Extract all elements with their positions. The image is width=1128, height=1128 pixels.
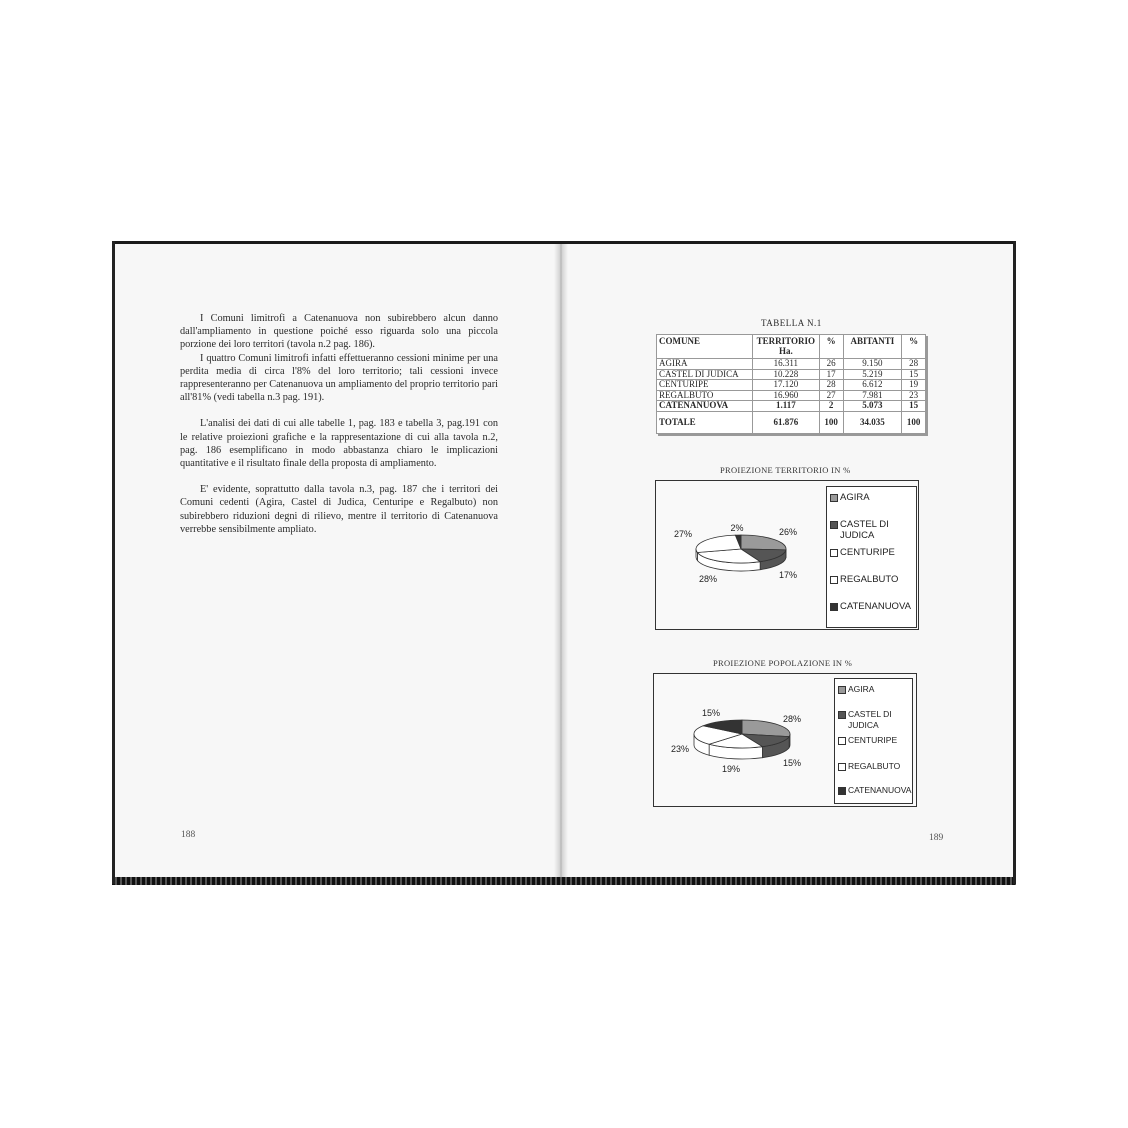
- cell-territorio: 16.960: [752, 390, 819, 401]
- cell-pct: 17: [819, 369, 843, 380]
- legend-item-centuripe: [830, 547, 895, 558]
- cell-territorio: 10.228: [752, 369, 819, 380]
- cell-pct: 15: [902, 401, 926, 412]
- cell-comune: CATENANUOVA: [657, 401, 753, 412]
- data-label: 23%: [670, 744, 690, 754]
- cell-comune: CENTURIPE: [657, 380, 753, 391]
- col-header-abitanti: ABITANTI: [843, 335, 902, 359]
- legend-label: REGALBUTO: [848, 761, 901, 771]
- table-title: TABELLA N.1: [761, 318, 822, 328]
- pie-chart-territorio: [656, 481, 826, 629]
- chart-popolazione: [653, 673, 917, 807]
- legend-item-catenanuova: [830, 601, 911, 612]
- cell-pct: 27: [819, 390, 843, 401]
- cell-pct: 23: [902, 390, 926, 401]
- legend-swatch: [838, 711, 846, 719]
- legend-label: CASTEL DI JUDICA: [848, 709, 892, 730]
- legend-swatch: [838, 787, 846, 795]
- cell-territorio: 1.117: [752, 401, 819, 412]
- legend-item-agira: [830, 492, 870, 503]
- paragraph-3: L'analisi dei dati di cui alle tabelle 1, pag. 183 e tabella 3, pag.191 con le relative proiezioni grafiche e la rappresentazione di cui alla tavola n.2, pag. 186 esemplificano in modo abbastanza chiaro le implicazioni quantitative e il risultato finale della proposta di ampliamento.: [180, 418, 498, 470]
- legend-label: AGIRA: [848, 684, 875, 694]
- legend-item-catenanuova: [838, 785, 911, 796]
- table-row: [657, 369, 926, 380]
- legend-item-centuripe: [838, 735, 897, 746]
- col-header-territorio: TERRITORIO Ha.: [752, 335, 819, 359]
- legend-label: CENTURIPE: [840, 547, 895, 558]
- table-row: [657, 359, 926, 370]
- col-header-pct-territorio: %: [819, 335, 843, 359]
- spread-left-edge: [112, 241, 115, 884]
- spread-bottom-edge: [112, 877, 1016, 885]
- legend-swatch: [830, 603, 838, 611]
- data-label: 17%: [778, 570, 798, 580]
- legend-label: CASTEL DI JUDICA: [840, 519, 889, 541]
- col-header-comune: COMUNE: [657, 335, 753, 359]
- legend-swatch: [838, 763, 846, 771]
- cell-territorio: 17.120: [752, 380, 819, 391]
- table-total-row: [657, 411, 926, 434]
- table-row: [657, 390, 926, 401]
- data-table: [656, 334, 926, 434]
- legend-item-regalbuto: [830, 574, 898, 585]
- cell-pct: 28: [819, 380, 843, 391]
- data-label: 15%: [782, 758, 802, 768]
- legend-swatch: [838, 737, 846, 745]
- left-page-number: 188: [181, 830, 196, 840]
- cell-total-pct: 100: [819, 411, 843, 434]
- legend-label: CATENANUOVA: [848, 785, 912, 795]
- legend-label: REGALBUTO: [840, 574, 899, 585]
- cell-territorio: 16.311: [752, 359, 819, 370]
- data-label: 2%: [730, 523, 744, 533]
- cell-abitanti: 5.073: [843, 401, 902, 412]
- slice-agira: [741, 535, 786, 550]
- legend-swatch: [830, 576, 838, 584]
- legend-label: CENTURIPE: [848, 735, 898, 745]
- data-label: 26%: [778, 527, 798, 537]
- legend-swatch: [838, 686, 846, 694]
- chart-title-popolazione: PROIEZIONE POPOLAZIONE IN %: [713, 658, 853, 668]
- cell-abitanti: 7.981: [843, 390, 902, 401]
- left-page-body: [180, 312, 498, 549]
- spread-top-edge: [112, 241, 1016, 244]
- cell-abitanti: 6.612: [843, 380, 902, 391]
- data-label: 19%: [721, 764, 741, 774]
- slice-regalbuto: [696, 535, 741, 552]
- legend-swatch: [830, 549, 838, 557]
- legend-item-castel: [830, 519, 910, 541]
- cell-pct: 19: [902, 380, 926, 391]
- cell-total-territorio: 61.876: [752, 411, 819, 434]
- col-header-pct-abitanti: %: [902, 335, 926, 359]
- table-body: [657, 359, 926, 434]
- cell-pct: 26: [819, 359, 843, 370]
- pie-chart-popolazione: [654, 674, 832, 806]
- data-label: 28%: [782, 714, 802, 724]
- cell-total-pct: 100: [902, 411, 926, 434]
- cell-total-abitanti: 34.035: [843, 411, 902, 434]
- cell-abitanti: 5.219: [843, 369, 902, 380]
- cell-pct: 28: [902, 359, 926, 370]
- data-label: 27%: [673, 529, 693, 539]
- paragraph-1: I Comuni limitrofi a Catenanuova non subirebbero alcun danno dall'ampliamento in questione poiché esso riguarda solo una piccola porzione dei loro territori (tavola n.2 pag. 186).: [180, 313, 498, 351]
- legend-label: CATENANUOVA: [840, 601, 911, 612]
- legend-label: AGIRA: [840, 492, 870, 503]
- cell-total-label: TOTALE: [657, 411, 753, 434]
- cell-abitanti: 9.150: [843, 359, 902, 370]
- legend-item-agira: [838, 684, 874, 695]
- paragraph-4: E' evidente, soprattutto dalla tavola n.3, pag. 187 che i territori dei Comuni cedenti (Agira, Castel di Judica, Centuripe e Regalbuto) non subirebbero riduzioni degni di rilievo, mentre il territorio di Catenanuova verrebbe sensibilmente ampliato.: [180, 484, 498, 535]
- legend-territorio: [826, 486, 917, 628]
- cell-comune: CASTEL DI JUDICA: [657, 369, 753, 380]
- cell-comune: REGALBUTO: [657, 390, 753, 401]
- table-row: [657, 401, 926, 412]
- legend-item-regalbuto: [838, 761, 900, 772]
- spread-right-edge: [1013, 241, 1016, 884]
- legend-swatch: [830, 521, 838, 529]
- table-row: [657, 380, 926, 391]
- cell-pct: 2: [819, 401, 843, 412]
- cell-pct: 15: [902, 369, 926, 380]
- right-page-number: 189: [929, 833, 944, 843]
- legend-popolazione: [834, 678, 913, 804]
- chart-title-territorio: PROIEZIONE TERRITORIO IN %: [720, 465, 851, 475]
- cell-comune: AGIRA: [657, 359, 753, 370]
- data-label: 28%: [698, 574, 718, 584]
- data-label: 15%: [701, 708, 721, 718]
- paragraph-2: I quattro Comuni limitrofi infatti effettueranno cessioni minime per una perdita media di circa l'8% del loro territorio; tali cessioni invece rappresenteranno per Catenanuova un ampliamento del proprio territorio pari all'81% (vedi tabella n.3 pag. 191).: [180, 352, 498, 404]
- legend-swatch: [830, 494, 838, 502]
- book-gutter: [554, 241, 568, 884]
- legend-item-castel: [838, 709, 906, 731]
- chart-territorio: [655, 480, 919, 630]
